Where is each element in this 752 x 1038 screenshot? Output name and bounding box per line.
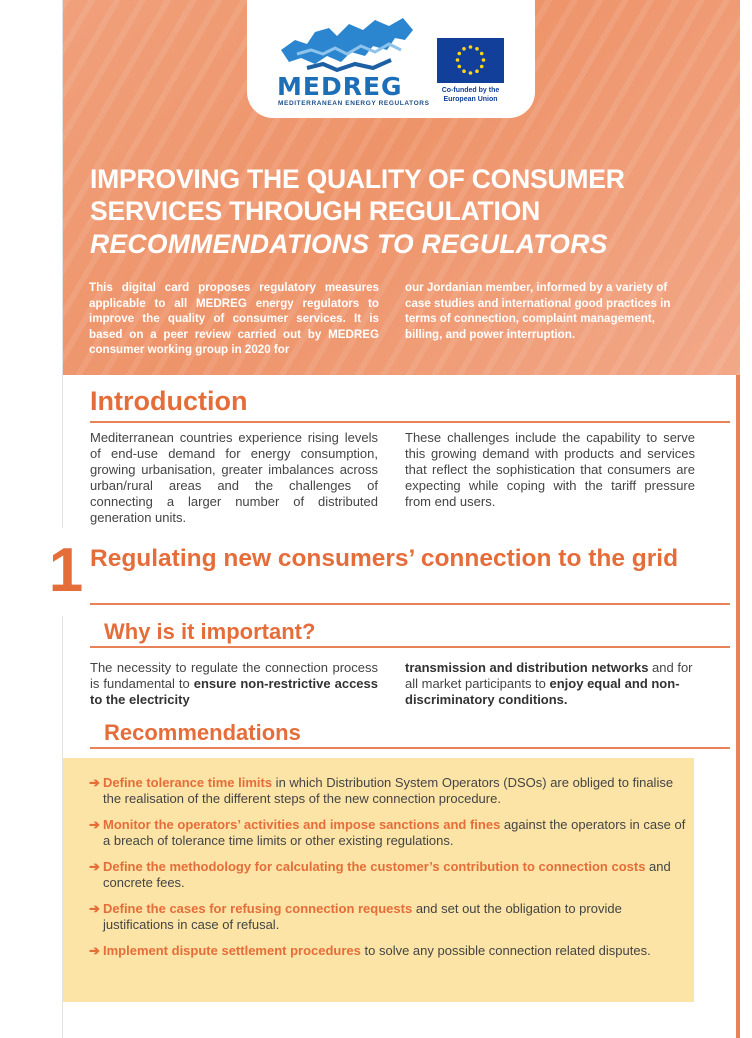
- heading-underline: [90, 603, 730, 605]
- eu-flag-logo: [437, 38, 504, 83]
- why-right-emphasis-2: enjoy equal and non-discriminatory conditions.: [405, 676, 680, 707]
- rec-text: to solve any possible connection related disputes.: [360, 943, 651, 958]
- section-heading: Regulating new consumers’ connection to the grid: [90, 545, 679, 572]
- summary-left: This digital card proposes regulatory measures applicable to all MEDREG energy regulators to improve the quality of consumer services. It is based on a peer review carried out by MEDREG consumer working group in 2020 for: [89, 281, 379, 356]
- medreg-wordmark: MEDREG: [277, 72, 403, 101]
- why-left-text: The necessity to regulate the connection process is fundamental to: [90, 660, 378, 691]
- medreg-map-logo: [277, 10, 417, 76]
- why-left-emphasis: ensure non-restrictive access to the electricity: [90, 676, 378, 707]
- page-margin-right: [740, 0, 752, 1038]
- list-item: [89, 859, 689, 891]
- rec-emphasis: Monitor the operators’ activities and impose sanctions and fines: [103, 817, 501, 832]
- rec-emphasis: Implement dispute settlement procedures: [103, 943, 361, 958]
- heading-underline: [90, 421, 730, 423]
- heading-underline: [90, 646, 730, 648]
- header-banner: [63, 0, 740, 375]
- arrow-right-icon: ➔: [89, 859, 100, 874]
- introduction-left: Mediterranean countries experience rising levels of end-use demand for energy consumption, growing urbanisation, greater imbalances across urban/rural areas and the challenges of connecting a larger number of distributed generation units.: [90, 430, 378, 525]
- list-item: [89, 901, 689, 933]
- why-right-text: and for all market participants to: [405, 660, 693, 691]
- rec-text: and set out the obligation to provide justifications in case of refusal.: [103, 901, 622, 932]
- eu-cofunded-label: Co-funded by the European Union: [441, 87, 500, 103]
- rec-text: in which Distribution System Operators (DSOs) are obliged to finalise the realisation of the different steps of the new connection procedure.: [103, 775, 674, 806]
- page-margin-left: [0, 0, 62, 1038]
- document-page: [48, 0, 740, 1038]
- medreg-tagline: MEDITERRANEAN ENERGY REGULATORS: [278, 100, 430, 107]
- rec-emphasis: Define the methodology for calculating the customer’s contribution to connection costs: [103, 859, 646, 874]
- eu-stars-icon: [437, 38, 504, 83]
- arrow-right-icon: ➔: [89, 817, 100, 832]
- list-item: [89, 775, 689, 807]
- why-text-left: [90, 660, 378, 708]
- rec-emphasis: Define tolerance time limits: [103, 775, 273, 790]
- why-text-right: [405, 660, 695, 708]
- introduction-right: These challenges include the capability to serve this growing demand with products and services that reflect the sophistication that consumers are expecting while coping with the tariff pressure from end users.: [405, 430, 695, 509]
- arrow-right-icon: ➔: [89, 901, 100, 916]
- arrow-right-icon: ➔: [89, 775, 100, 790]
- list-item: [89, 943, 689, 959]
- arrow-right-icon: ➔: [89, 943, 100, 958]
- rec-text: against the operators in case of a breach of tolerance time limits or other existing regulations.: [103, 817, 686, 848]
- title-subtitle: RECOMMENDATIONS TO REGULATORS: [90, 229, 608, 259]
- summary-right: our Jordanian member, informed by a variety of case studies and international good practices in terms of connection, complaint management, billing, and power interruption.: [405, 281, 671, 341]
- section-number: 1: [48, 536, 84, 605]
- why-heading: Why is it important?: [104, 619, 316, 644]
- introduction-heading: Introduction: [90, 386, 248, 416]
- title-line-1: IMPROVING THE QUALITY OF CONSUMER: [90, 164, 625, 194]
- list-item: [89, 817, 689, 849]
- title-line-2: SERVICES THROUGH REGULATION: [90, 196, 541, 226]
- why-right-emphasis: transmission and distribution networks: [405, 660, 649, 675]
- rec-emphasis: Define the cases for refusing connection requests: [103, 901, 413, 916]
- heading-underline: [90, 747, 730, 749]
- logo-panel: [247, 0, 535, 118]
- recommendations-heading: Recommendations: [104, 720, 301, 745]
- recommendations-list: [89, 775, 689, 969]
- page-title: [90, 163, 730, 227]
- rec-text: and concrete fees.: [103, 859, 671, 890]
